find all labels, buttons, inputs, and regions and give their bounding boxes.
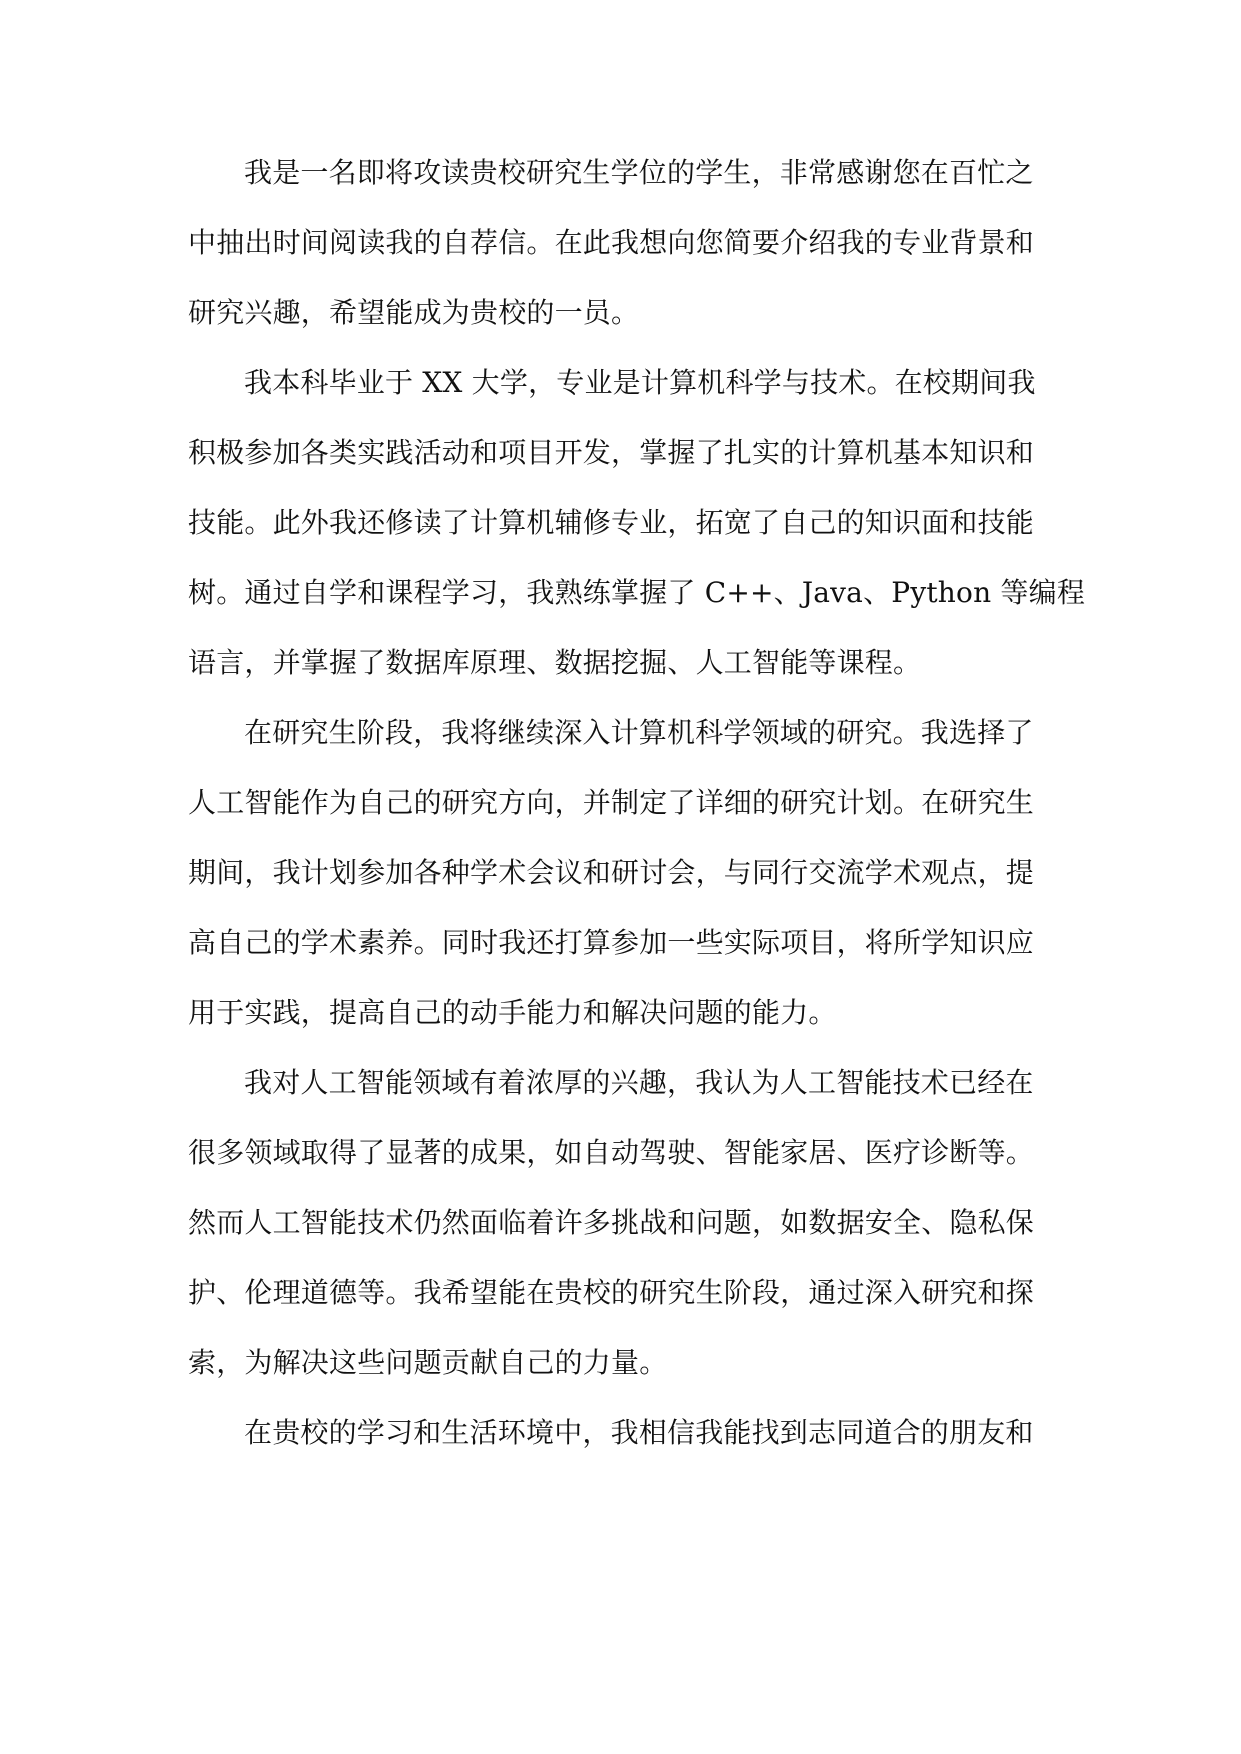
paragraph-line: 研究兴趣，希望能成为贵校的一员。 bbox=[188, 296, 640, 329]
paragraph-line: 在贵校的学习和生活环境中，我相信我能找到志同道合的朋友和 bbox=[244, 1416, 1034, 1449]
paragraph-line: 中抽出时间阅读我的自荐信。在此我想向您简要介绍我的专业背景和 bbox=[188, 226, 1035, 259]
paragraph-line: 树。通过自学和课程学习，我熟练掌握了 C++、Java、Python 等编程 bbox=[188, 576, 1086, 609]
paragraph-1 bbox=[188, 138, 1068, 348]
paragraph-line: 我是一名即将攻读贵校研究生学位的学生，非常感谢您在百忙之 bbox=[244, 156, 1034, 189]
paragraph-line: 我对人工智能领域有着浓厚的兴趣，我认为人工智能技术已经在 bbox=[244, 1066, 1034, 1099]
letter-body bbox=[188, 138, 1086, 1468]
paragraph-line: 语言，并掌握了数据库原理、数据挖掘、人工智能等课程。 bbox=[188, 646, 922, 679]
paragraph-line: 我本科毕业于 XX 大学，专业是计算机科学与技术。在校期间我 bbox=[244, 366, 1036, 399]
paragraph-3 bbox=[188, 698, 1068, 1048]
paragraph-line: 积极参加各类实践活动和项目开发，掌握了扎实的计算机基本知识和 bbox=[188, 436, 1035, 469]
paragraph-line: 护、伦理道德等。我希望能在贵校的研究生阶段，通过深入研究和探 bbox=[188, 1276, 1035, 1309]
paragraph-line: 在研究生阶段，我将继续深入计算机科学领域的研究。我选择了 bbox=[244, 716, 1034, 749]
paragraph-line: 人工智能作为自己的研究方向，并制定了详细的研究计划。在研究生 bbox=[188, 786, 1035, 819]
paragraph-line: 然而人工智能技术仍然面临着许多挑战和问题，如数据安全、隐私保 bbox=[188, 1206, 1035, 1239]
paragraph-4 bbox=[188, 1048, 1068, 1398]
paragraph-line: 很多领域取得了显著的成果，如自动驾驶、智能家居、医疗诊断等。 bbox=[188, 1136, 1035, 1169]
paragraph-2 bbox=[188, 348, 1086, 698]
paragraph-line: 索，为解决这些问题贡献自己的力量。 bbox=[188, 1346, 668, 1379]
paragraph-line: 技能。此外我还修读了计算机辅修专业，拓宽了自己的知识面和技能 bbox=[188, 506, 1035, 539]
paragraph-line: 用于实践，提高自己的动手能力和解决问题的能力。 bbox=[188, 996, 837, 1029]
paragraph-line: 高自己的学术素养。同时我还打算参加一些实际项目，将所学知识应 bbox=[188, 926, 1035, 959]
paragraph-5 bbox=[188, 1398, 1068, 1468]
paragraph-line: 期间，我计划参加各种学术会议和研讨会，与同行交流学术观点，提 bbox=[188, 856, 1035, 889]
